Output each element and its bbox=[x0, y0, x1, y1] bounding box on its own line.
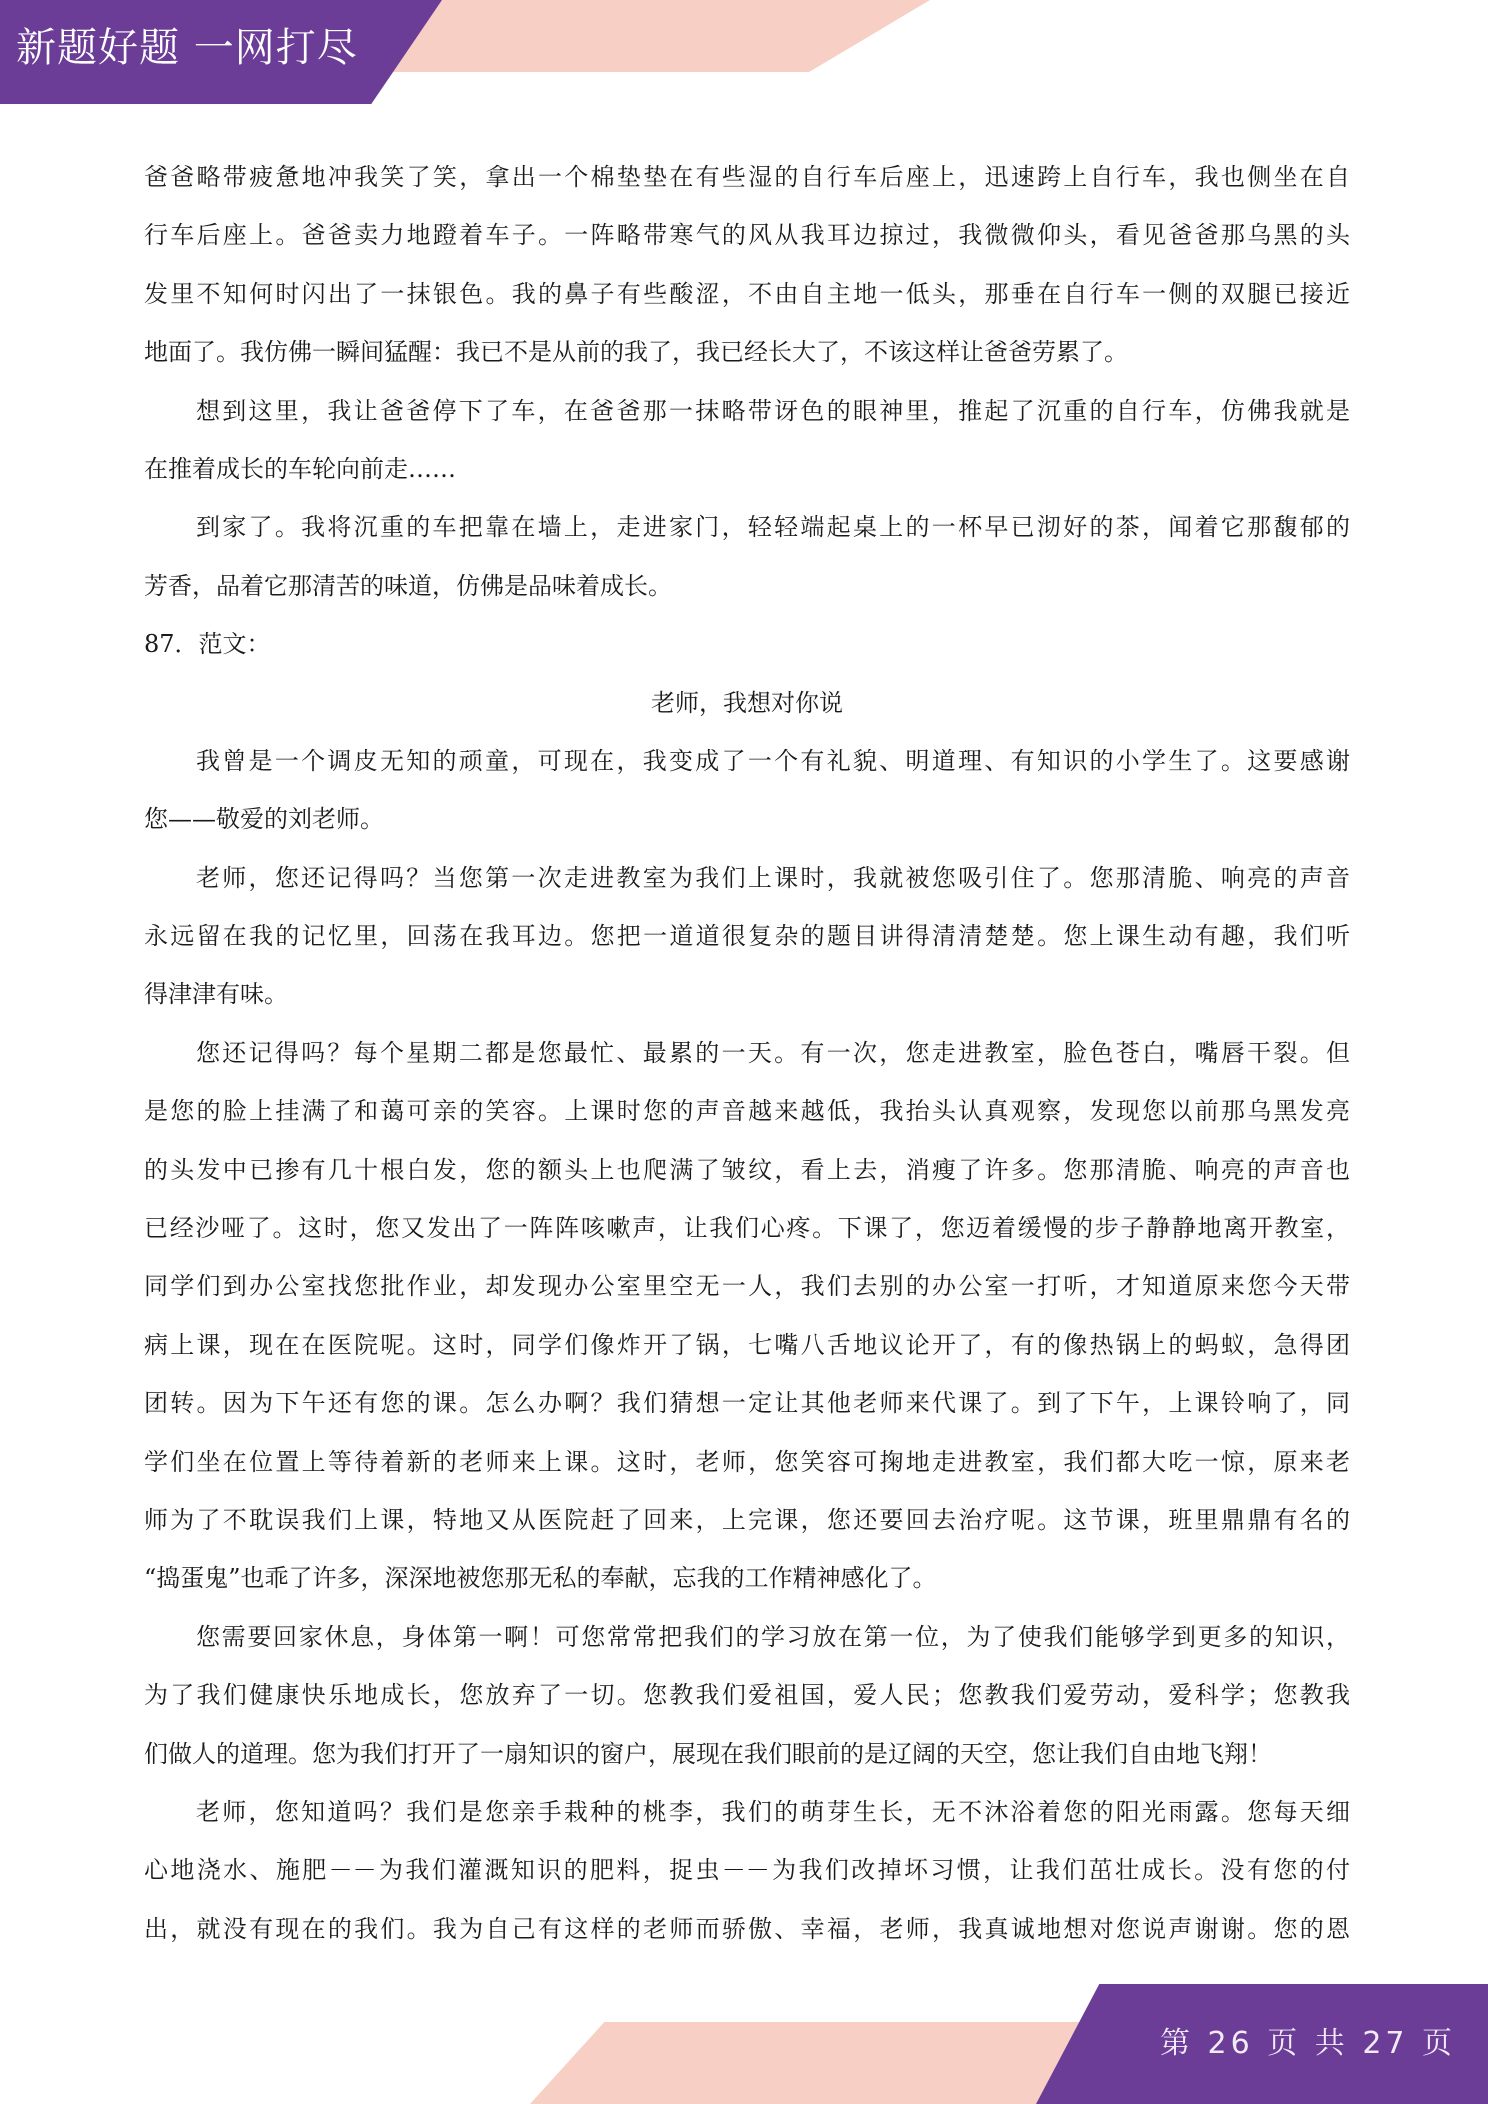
text-line: 们做人的道理。您为我们打开了一扇知识的窗户，展现在我们眼前的是辽阔的天空，您让我们自由地飞翔！ bbox=[144, 1739, 1272, 1768]
text-line: “捣蛋鬼”也乖了许多，深深地被您那无私的奉献，忘我的工作精神感化了。 bbox=[144, 1564, 937, 1593]
text-line: 地面了。我仿佛一瞬间猛醒：我已不是从前的我了，我已经长大了，不该这样让爸爸劳累了。 bbox=[144, 338, 1128, 367]
text-line: 是您的脸上挂满了和蔼可亲的笑容。上课时您的声音越来越低，我抬头认真观察，发现您以前那乌黑发亮 bbox=[144, 1097, 1350, 1126]
paragraph-start: 您还记得吗？每个星期二都是您最忙、最累的一天。有一次，您走进教室，脸色苍白，嘴唇干裂。但 bbox=[196, 1038, 1350, 1067]
paragraph-start: 您需要回家休息，身体第一啊！可您常常把我们的学习放在第一位，为了使我们能够学到更多的知识， bbox=[196, 1622, 1350, 1651]
paragraph-start: 老师，您知道吗？我们是您亲手栽种的桃李，我们的萌芽生长，无不沐浴着您的阳光雨露。您每天细 bbox=[196, 1797, 1350, 1826]
text-line: 行车后座上。爸爸卖力地蹬着车子。一阵略带寒气的风从我耳边掠过，我微微仰头，看见爸爸那乌黑的头 bbox=[144, 221, 1350, 250]
paragraph-start: 想到这里，我让爸爸停下了车，在爸爸那一抹略带讶色的眼神里，推起了沉重的自行车，仿佛我就是 bbox=[196, 396, 1350, 425]
text-line: 在推着成长的车轮向前走…… bbox=[144, 454, 456, 483]
text-line: 同学们到办公室找您批作业，却发现办公室里空无一人，我们去别的办公室一打听，才知道原来您今天带 bbox=[144, 1272, 1350, 1301]
paragraph-start: 我曾是一个调皮无知的顽童，可现在，我变成了一个有礼貌、明道理、有知识的小学生了。这要感谢 bbox=[196, 746, 1350, 775]
text-line: 为了我们健康快乐地成长，您放弃了一切。您教我们爱祖国，爱人民；您教我们爱劳动，爱科学；您教我 bbox=[144, 1681, 1350, 1710]
text-line: 发里不知何时闪出了一抹银色。我的鼻子有些酸涩，不由自主地一低头，那垂在自行车一侧的双腿已接近 bbox=[144, 279, 1350, 308]
document-body bbox=[144, 148, 1350, 1958]
text-line: 已经沙哑了。这时，您又发出了一阵阵咳嗽声，让我们心疼。下课了，您迈着缓慢的步子静静地离开教室， bbox=[144, 1214, 1350, 1243]
text-line: 心地浇水、施肥－－为我们灌溉知识的肥料，捉虫－－为我们改掉坏习惯，让我们茁壮成长。没有您的付 bbox=[144, 1856, 1350, 1885]
text-line: 团转。因为下午还有您的课。怎么办啊？我们猜想一定让其他老师来代课了。到了下午，上课铃响了，同 bbox=[144, 1389, 1350, 1418]
text-line: 的头发中已掺有几十根白发，您的额头上也爬满了皱纹，看上去，消瘦了许多。您那清脆、响亮的声音也 bbox=[144, 1155, 1350, 1184]
page-number: 第 26 页 共 27 页 bbox=[1160, 2026, 1457, 2061]
header-title: 新题好题 一网打尽 bbox=[16, 25, 358, 71]
paragraph-start: 老师，您还记得吗？当您第一次走进教室为我们上课时，我就被您吸引住了。您那清脆、响亮的声音 bbox=[196, 863, 1350, 892]
text-line: 师为了不耽误我们上课，特地又从医院赶了回来，上完课，您还要回去治疗呢。这节课，班里鼎鼎有名的 bbox=[144, 1505, 1350, 1534]
text-line: 芳香，品着它那清苦的味道，仿佛是品味着成长。 bbox=[144, 571, 672, 600]
text-line: 病上课，现在在医院呢。这时，同学们像炸开了锅，七嘴八舌地议论开了，有的像热锅上的蚂蚁，急得团 bbox=[144, 1330, 1350, 1359]
text-line: 永远留在我的记忆里，回荡在我耳边。您把一道道很复杂的题目讲得清清楚楚。您上课生动有趣，我们听 bbox=[144, 922, 1350, 951]
text-line: 爸爸略带疲惫地冲我笑了笑，拿出一个棉垫垫在有些湿的自行车后座上，迅速跨上自行车，我也侧坐在自 bbox=[144, 163, 1350, 191]
paragraph-start: 到家了。我将沉重的车把靠在墙上，走进家门，轻轻端起桌上的一杯早已沏好的茶，闻着它那馥郁的 bbox=[196, 513, 1350, 542]
text-line: 学们坐在位置上等待着新的老师来上课。这时，老师，您笑容可掬地走进教室，我们都大吃一惊，原来老 bbox=[144, 1447, 1350, 1476]
text-line: 出，就没有现在的我们。我为自己有这样的老师而骄傲、幸福，老师，我真诚地想对您说声谢谢。您的恩 bbox=[144, 1914, 1350, 1943]
text-line: 您——敬爱的刘老师。 bbox=[144, 805, 384, 834]
essay-title: 老师，我想对你说 bbox=[651, 688, 843, 717]
question-number: 87．范文： bbox=[144, 630, 271, 659]
text-line: 得津津有味。 bbox=[144, 980, 288, 1009]
